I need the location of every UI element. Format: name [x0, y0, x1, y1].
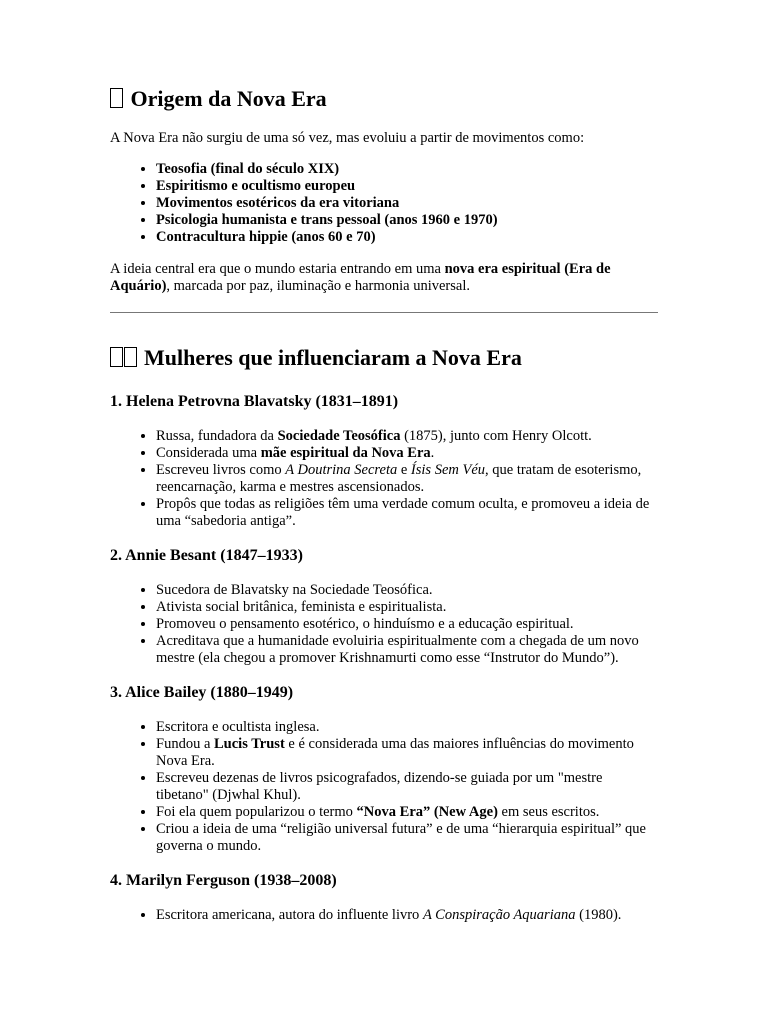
- list-item: • Movimentos esotéricos da era vitoriana: [156, 195, 658, 212]
- section-heading-mulheres: [110, 343, 658, 373]
- subheading-bailey: 3. Alice Bailey (1880–1949): [110, 684, 294, 701]
- list-item: • Russa, fundadora da Sociedade Teosófica (1875), junto com Henry Olcott.: [156, 428, 658, 445]
- subheading-besant: 2. Annie Besant (1847–1933): [110, 547, 303, 564]
- missing-glyph-icon: [110, 343, 138, 373]
- list-item: • Foi ela quem popularizou o termo “Nova Era” (New Age) em seus escritos.: [156, 804, 658, 821]
- list-item: • Considerada uma mãe espiritual da Nova Era.: [156, 445, 658, 462]
- missing-glyph-icon: [110, 88, 123, 108]
- text-run: , marcada por paz, iluminação e harmonia universal.: [166, 278, 470, 294]
- list-item: • Propôs que todas as religiões têm uma verdade comum oculta, e promoveu a ideia de uma “sabedoria antiga”.: [156, 496, 658, 530]
- besant-list: [110, 582, 658, 667]
- list-item: • Psicologia humanista e trans pessoal (anos 1960 e 1970): [156, 212, 658, 229]
- subheading-blavatsky: 1. Helena Petrovna Blavatsky (1831–1891): [110, 393, 399, 410]
- list-item: • Espiritismo e ocultismo europeu: [156, 178, 658, 195]
- section-title: Mulheres que influenciaram a Nova Era: [144, 345, 522, 370]
- list-item: • Escritora e ocultista inglesa.: [156, 719, 658, 736]
- blavatsky-list: [110, 428, 658, 530]
- list-item: • Escritora americana, autora do influente livro A Conspiração Aquariana (1980).: [156, 907, 658, 924]
- subheading-ferguson: 4. Marilyn Ferguson (1938–2008): [110, 872, 337, 889]
- horizontal-rule: [110, 312, 658, 313]
- document-content: [110, 84, 658, 924]
- list-item: • Contracultura hippie (anos 60 e 70): [156, 229, 658, 246]
- list-item: • Promoveu o pensamento esotérico, o hinduísmo e a educação espiritual.: [156, 616, 658, 633]
- list-item: • Ativista social britânica, feminista e espiritualista.: [156, 599, 658, 616]
- movements-list: [110, 161, 658, 246]
- list-item: • Acreditava que a humanidade evoluiria espiritualmente com a chegada de um novo mestre (ela chegou a promover Krishnamurti como esse “Instrutor do Mundo”).: [156, 633, 658, 667]
- list-item: • Fundou a Lucis Trust e é considerada uma das maiores influências do movimento Nova Era.: [156, 736, 658, 770]
- central-idea-paragraph: [110, 261, 658, 295]
- bailey-list: [110, 719, 658, 855]
- list-item: • Escreveu livros como A Doutrina Secreta e Ísis Sem Véu, que tratam de esoterismo, reencarnação, karma e mestres ascensionados.: [156, 462, 658, 496]
- list-item: • Escreveu dezenas de livros psicografados, dizendo-se guiada por um "mestre tibetano" (Djwhal Khul).: [156, 770, 658, 804]
- text-run: A ideia central era que o mundo estaria entrando em uma: [110, 261, 445, 277]
- list-item: • Sucedora de Blavatsky na Sociedade Teosófica.: [156, 582, 658, 599]
- section-title: Origem da Nova Era: [130, 86, 327, 111]
- ferguson-list: [110, 907, 658, 924]
- list-item: • Criou a ideia de uma “religião universal futura” e de uma “hierarquia espiritual” que governa o mundo.: [156, 821, 658, 855]
- bold-text: nova era espiritual (Era de Aquário): [110, 261, 611, 294]
- section-heading-origem: [110, 84, 658, 114]
- list-item: • Teosofia (final do século XIX): [156, 161, 658, 178]
- intro-paragraph: A Nova Era não surgiu de uma só vez, mas evoluiu a partir de movimentos como:: [110, 130, 585, 146]
